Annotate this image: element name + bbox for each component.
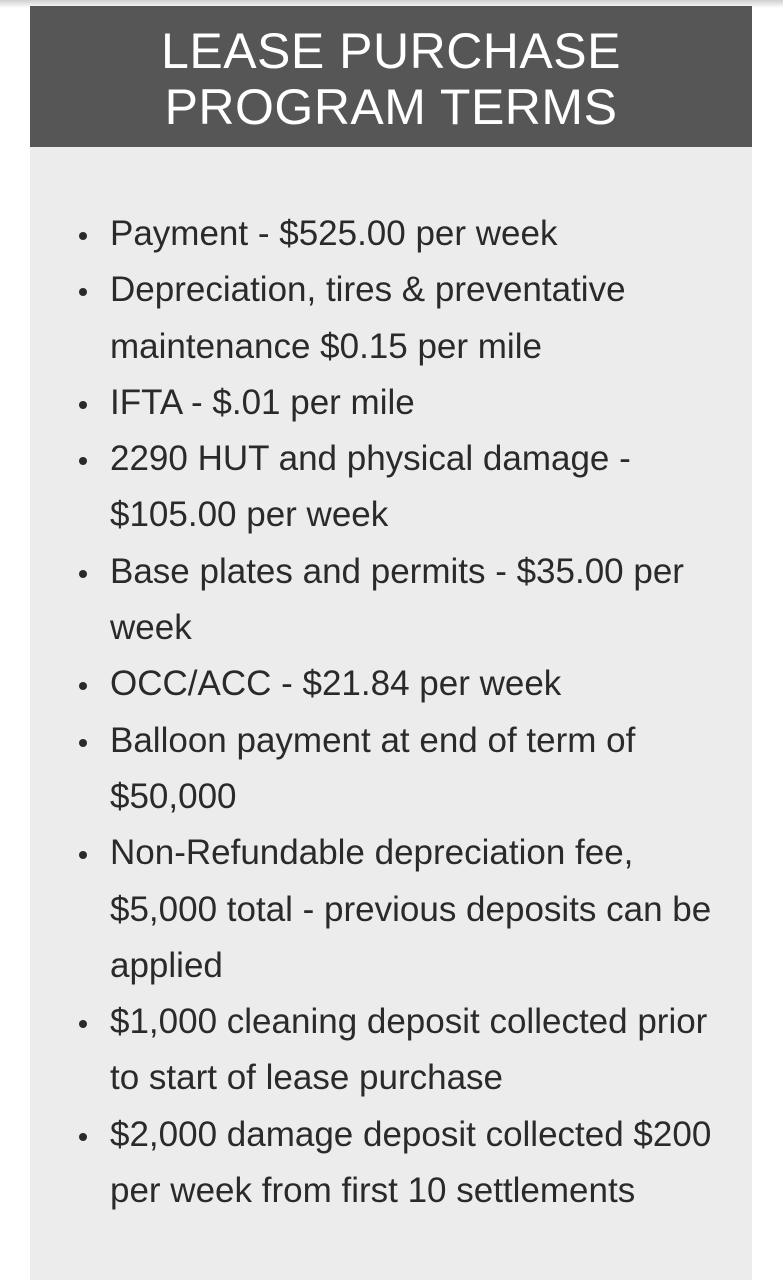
term-item-occ-acc [30, 656, 752, 712]
term-text: Depreciation, tires & preventative maintenance $0.15 per mile [110, 270, 626, 366]
term-text: OCC/ACC - $21.84 per week [110, 664, 562, 704]
term-text: $2,000 damage deposit collected $200 per week from first 10 settlements [110, 1114, 712, 1211]
bullet-icon [79, 401, 87, 409]
term-item-ifta [30, 375, 752, 431]
term-text: Balloon payment at end of term of $50,000 [110, 720, 636, 816]
title-line-2: PROGRAM TERMS [164, 78, 618, 135]
bullet-icon [79, 739, 87, 747]
page-title [161, 19, 621, 135]
term-item-balloon [30, 713, 752, 826]
bullet-icon [79, 288, 87, 296]
term-text: $1,000 cleaning deposit collected prior to start of lease purchase [110, 1002, 708, 1098]
bullet-icon [79, 682, 87, 690]
terms-list [30, 206, 752, 1219]
term-text: Base plates and permits - $35.00 per week [110, 551, 684, 648]
title-line-1: LEASE PURCHASE [161, 22, 621, 79]
term-item-depreciation [30, 262, 752, 375]
term-text: Non-Refundable depreciation fee, $5,000 total - previous deposits can be applied [110, 833, 712, 985]
card-header [30, 6, 752, 147]
term-item-depreciation-fee [30, 825, 752, 994]
term-item-damage-deposit [30, 1107, 752, 1220]
term-item-cleaning-deposit [30, 994, 752, 1107]
term-item-hut-damage [30, 431, 752, 544]
bullet-icon [79, 570, 87, 578]
bullet-icon [79, 457, 87, 465]
bullet-icon [79, 1020, 87, 1028]
term-item-payment [30, 206, 752, 262]
term-text: 2290 HUT and physical damage - $105.00 per week [110, 439, 631, 535]
term-item-plates-permits [30, 544, 752, 657]
terms-card [30, 6, 752, 1280]
bullet-icon [79, 851, 87, 859]
term-text: IFTA - $.01 per mile [110, 382, 415, 422]
bullet-icon [79, 1133, 87, 1141]
term-text: Payment - $525.00 per week [110, 214, 558, 253]
bullet-icon [79, 232, 87, 240]
